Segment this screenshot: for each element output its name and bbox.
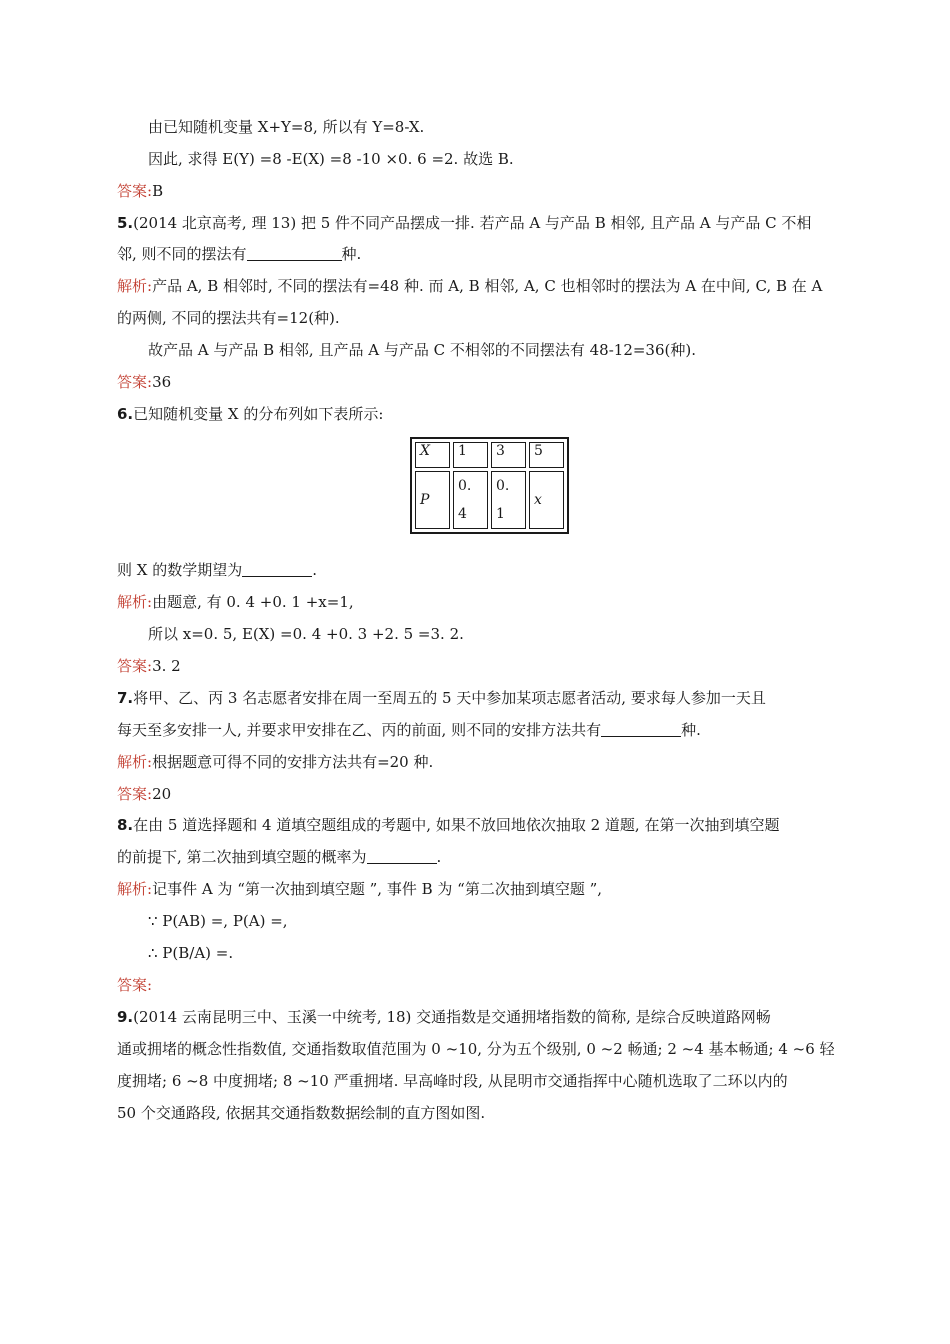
question-text: 在由 5 道选择题和 4 道填空题组成的考题中, 如果不放回地依次抽取 2 道题, 在第一次抽到填空题 <box>133 816 780 834</box>
solution-label: 解析: <box>117 880 153 898</box>
distribution-table <box>410 437 569 534</box>
question-text: 已知随机变量 X 的分布列如下表所示: <box>133 405 384 423</box>
solution-line: 的两侧, 不同的摆法共有=12(种). <box>117 309 340 327</box>
answer-label: 答案: <box>117 976 153 994</box>
answer-value: 20 <box>152 785 172 803</box>
question-text: . <box>436 848 442 866</box>
solution-line: ∴ P(B/A) =. <box>148 944 234 962</box>
question-8-line2 <box>117 847 441 867</box>
question-number: 6. <box>117 405 134 423</box>
question-5 <box>117 213 811 233</box>
solution-text: 记事件 A 为 “第一次抽到填空题 ”, 事件 B 为 “第二次抽到填空题 ”, <box>152 880 603 898</box>
answer-value: 3. 2 <box>152 657 181 675</box>
answer-label: 答案: <box>117 373 153 391</box>
question-text: (2014 云南昆明三中、玉溪一中统考, 18) 交通指数是交通拥堵指数的简称, 是综合反映道路网畅 <box>133 1008 771 1026</box>
answer-blank <box>242 562 312 577</box>
answer-label: 答案: <box>117 182 153 200</box>
table-cell: 3 <box>491 442 526 468</box>
question-text: 邻, 则不同的摆法有 <box>117 245 247 263</box>
question-7 <box>117 688 766 708</box>
solution-line: 因此, 求得 E(Y) =8 -E(X) =8 -10 ×0. 6 =2. 故选 B. <box>148 150 514 168</box>
answer-8 <box>117 975 152 995</box>
question-text: 将甲、乙、丙 3 名志愿者安排在周一至周五的 5 天中参加某项志愿者活动, 要求每人参加一天且 <box>133 689 766 707</box>
solution-label: 解析: <box>117 753 153 771</box>
question-9 <box>117 1007 771 1027</box>
question-text: (2014 北京高考, 理 13) 把 5 件不同产品摆成一排. 若产品 A 与产品 B 相邻, 且产品 A 与产品 C 不相 <box>133 214 812 232</box>
answer-value: B <box>152 182 164 200</box>
solution-7 <box>117 752 433 772</box>
answer-5 <box>117 372 171 392</box>
solution-label: 解析: <box>117 277 153 295</box>
solution-text: 由题意, 有 0. 4 +0. 1 +x=1, <box>152 593 354 611</box>
answer-label: 答案: <box>117 785 153 803</box>
question-6-line2 <box>117 560 317 580</box>
question-text: 的前提下, 第二次抽到填空题的概率为 <box>117 848 367 866</box>
question-number: 7. <box>117 689 134 707</box>
answer-value: 36 <box>152 373 172 391</box>
question-line: 度拥堵; 6 ~8 中度拥堵; 8 ~10 严重拥堵. 早高峰时段, 从昆明市交通指挥中心随机选取了二环以内的 <box>117 1072 788 1090</box>
solution-line: ∵ P(AB) =, P(A) =, <box>148 912 288 930</box>
table-cell: 5 <box>529 442 564 468</box>
solution-text: 根据题意可得不同的安排方法共有=20 种. <box>152 753 434 771</box>
answer-blank <box>247 246 342 261</box>
question-5-line2 <box>117 244 361 264</box>
table-cell: P <box>415 471 450 529</box>
question-text: . <box>312 561 317 579</box>
answer-4 <box>117 181 163 201</box>
answer-blank <box>601 722 681 737</box>
question-6 <box>117 404 383 424</box>
solution-line: 所以 x=0. 5, E(X) =0. 4 +0. 3 +2. 5 =3. 2. <box>148 625 464 643</box>
solution-5 <box>117 276 822 296</box>
question-number: 8. <box>117 816 134 834</box>
solution-label: 解析: <box>117 593 153 611</box>
question-line: 50 个交通路段, 依据其交通指数数据绘制的直方图如图. <box>117 1104 486 1122</box>
answer-label: 答案: <box>117 657 153 675</box>
table-cell: 0. 4 <box>453 471 488 529</box>
question-number: 9. <box>117 1008 134 1026</box>
question-text: 每天至多安排一人, 并要求甲安排在乙、丙的前面, 则不同的安排方法共有 <box>117 721 602 739</box>
question-text: 种. <box>341 245 362 263</box>
answer-7 <box>117 784 171 804</box>
answer-6 <box>117 656 181 676</box>
solution-line: 故产品 A 与产品 B 相邻, 且产品 A 与产品 C 不相邻的不同摆法有 48-12=36(种). <box>148 341 696 359</box>
table-cell: 0. 1 <box>491 471 526 529</box>
table-cell: x <box>529 471 564 529</box>
question-line: 通或拥堵的概念性指数值, 交通指数取值范围为 0 ~10, 分为五个级别, 0 ~2 畅通; 2 ~4 基本畅通; 4 ~6 轻 <box>117 1040 835 1058</box>
question-text: 种. <box>681 721 701 739</box>
question-number: 5. <box>117 214 134 232</box>
solution-6 <box>117 592 354 612</box>
solution-8 <box>117 879 602 899</box>
table-cell: 1 <box>453 442 488 468</box>
question-8 <box>117 815 779 835</box>
solution-text: 产品 A, B 相邻时, 不同的摆法有=48 种. 而 A, B 相邻, A, C 也相邻时的摆法为 A 在中间, C, B 在 A <box>152 277 823 295</box>
question-text: 则 X 的数学期望为 <box>117 561 243 579</box>
answer-blank <box>367 849 437 864</box>
solution-line: 由已知随机变量 X+Y=8, 所以有 Y=8-X. <box>148 118 425 136</box>
table-cell: X <box>415 442 450 468</box>
question-7-line2 <box>117 720 701 740</box>
